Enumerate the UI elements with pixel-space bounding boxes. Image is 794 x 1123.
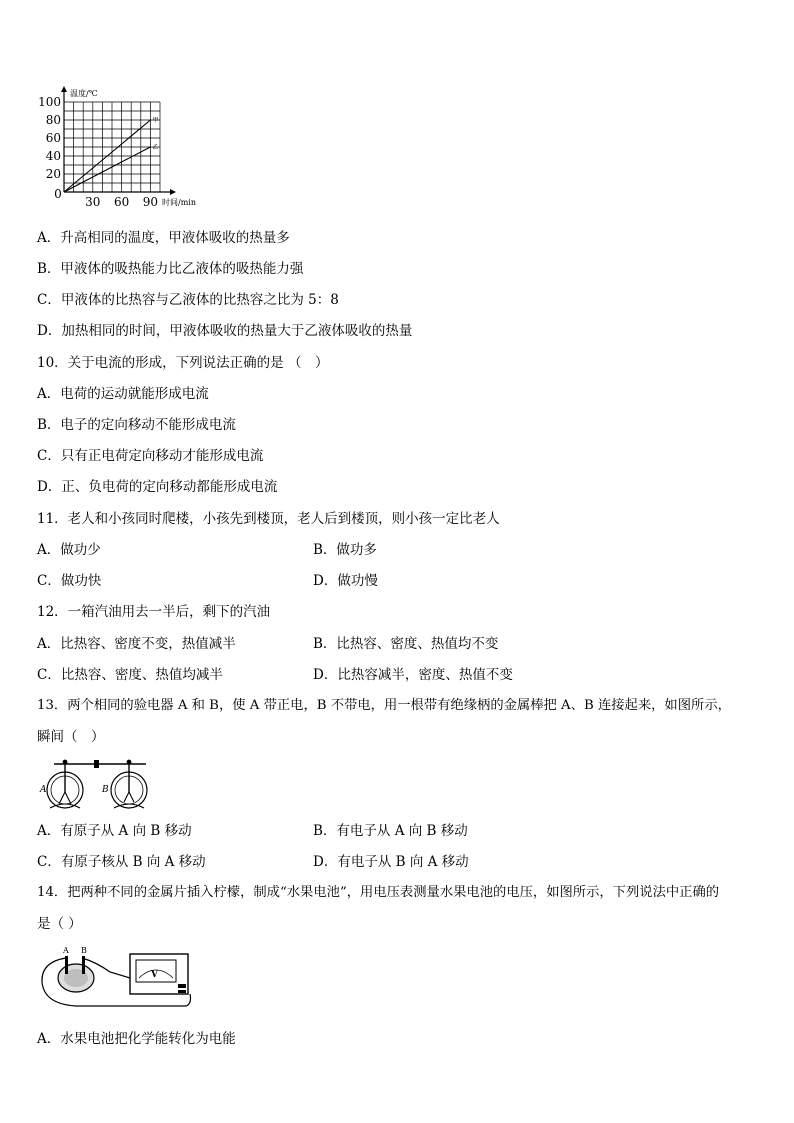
q11-stem: 11．老人和小孩同时爬楼，小孩先到楼顶，老人后到楼顶，则小孩一定比老人 bbox=[37, 511, 500, 527]
q10-option-d: D．正、负电荷的定向移动都能形成电流 bbox=[37, 479, 278, 495]
q12-option-c: C．比热容、密度、热值均减半 bbox=[37, 667, 223, 683]
q11-option-d: D．做功慢 bbox=[313, 573, 378, 589]
q9-option-a: A．升高相同的温度，甲液体吸收的热量多 bbox=[37, 230, 290, 246]
q14-stem-line2: 是（ ） bbox=[37, 916, 82, 932]
q9-option-d: D．加热相同的时间，甲液体吸收的热量大于乙液体吸收的热量 bbox=[37, 323, 413, 339]
q11-option-c: C．做功快 bbox=[37, 573, 102, 589]
x-axis-arrow bbox=[170, 189, 176, 195]
q12-option-b: B．比热容、密度、热值均不变 bbox=[313, 636, 499, 652]
series-line-2 bbox=[64, 147, 150, 192]
y-tick-label: 20 bbox=[45, 167, 61, 181]
temperature-time-chart bbox=[30, 84, 210, 216]
q12-option-d: D．比热容减半，密度、热值不变 bbox=[313, 667, 513, 683]
x-tick-label: 90 bbox=[142, 195, 159, 209]
q13-option-c: C．有原子核从 B 向 A 移动 bbox=[37, 854, 206, 870]
y-tick-label: 60 bbox=[45, 131, 61, 145]
voltmeter-symbol: V bbox=[151, 970, 158, 980]
series-label-2: 乙 bbox=[152, 144, 159, 151]
q14-stem-line1: 14．把两种不同的金属片插入柠檬，制成“水果电池”，用电压表测量水果电池的电压，如图所示，下列说法中正确的 bbox=[37, 885, 720, 900]
electroscope-figure bbox=[36, 756, 166, 814]
q10-option-c: C．只有正电荷定向移动才能形成电流 bbox=[37, 448, 264, 464]
q10-stem: 10．关于电流的形成，下列说法正确的是 （ ） bbox=[37, 355, 329, 371]
y-tick-label: 40 bbox=[45, 149, 61, 163]
q13-option-b: B．有电子从 A 向 B 移动 bbox=[313, 823, 468, 839]
q12-stem: 12．一箱汽油用去一半后，剩下的汽油 bbox=[37, 604, 271, 620]
x-tick-label: 60 bbox=[113, 195, 130, 209]
q13-stem-line1: 13．两个相同的验电器 A 和 B，使 A 带正电，B 不带电，用一根带有绝缘柄的金属棒把 A、B 连接起来，如图所示， bbox=[37, 698, 731, 713]
origin-label: 0 bbox=[54, 187, 62, 201]
x-tick-label: 30 bbox=[85, 195, 101, 209]
y-tick-label: 80 bbox=[45, 113, 61, 127]
q10-option-a: A．电荷的运动就能形成电流 bbox=[37, 386, 209, 402]
electroscope-label-a: A bbox=[40, 785, 47, 795]
q12-option-a: A．比热容、密度不变，热值减半 bbox=[37, 636, 236, 652]
q10-option-b: B．电子的定向移动不能形成电流 bbox=[37, 417, 236, 433]
q13-stem-line2: 瞬间（ ） bbox=[37, 729, 105, 745]
q13-option-a: A．有原子从 A 向 B 移动 bbox=[37, 823, 192, 839]
q13-option-d: D．有电子从 B 向 A 移动 bbox=[313, 854, 469, 870]
battery-label-b: B bbox=[81, 946, 87, 955]
electroscope-label-b: B bbox=[102, 785, 109, 795]
q9-option-c: C．甲液体的比热容与乙液体的比热容之比为 5：8 bbox=[37, 292, 339, 308]
chart-svg bbox=[30, 84, 210, 216]
q11-option-b: B．做功多 bbox=[313, 542, 377, 558]
q11-option-a: A．做功少 bbox=[37, 542, 101, 558]
x-axis-label: 时间/min bbox=[162, 198, 196, 207]
y-axis-arrow bbox=[61, 86, 67, 92]
q9-option-b: B．甲液体的吸热能力比乙液体的吸热能力强 bbox=[37, 261, 304, 277]
y-tick-label: 100 bbox=[38, 95, 61, 109]
fruit-battery-figure bbox=[36, 944, 196, 1014]
series-label-1: 甲 bbox=[152, 117, 159, 124]
y-axis-label: 温度/℃ bbox=[70, 89, 98, 98]
battery-label-a: A bbox=[63, 946, 69, 955]
q14-option-a: A．水果电池把化学能转化为电能 bbox=[37, 1031, 236, 1047]
